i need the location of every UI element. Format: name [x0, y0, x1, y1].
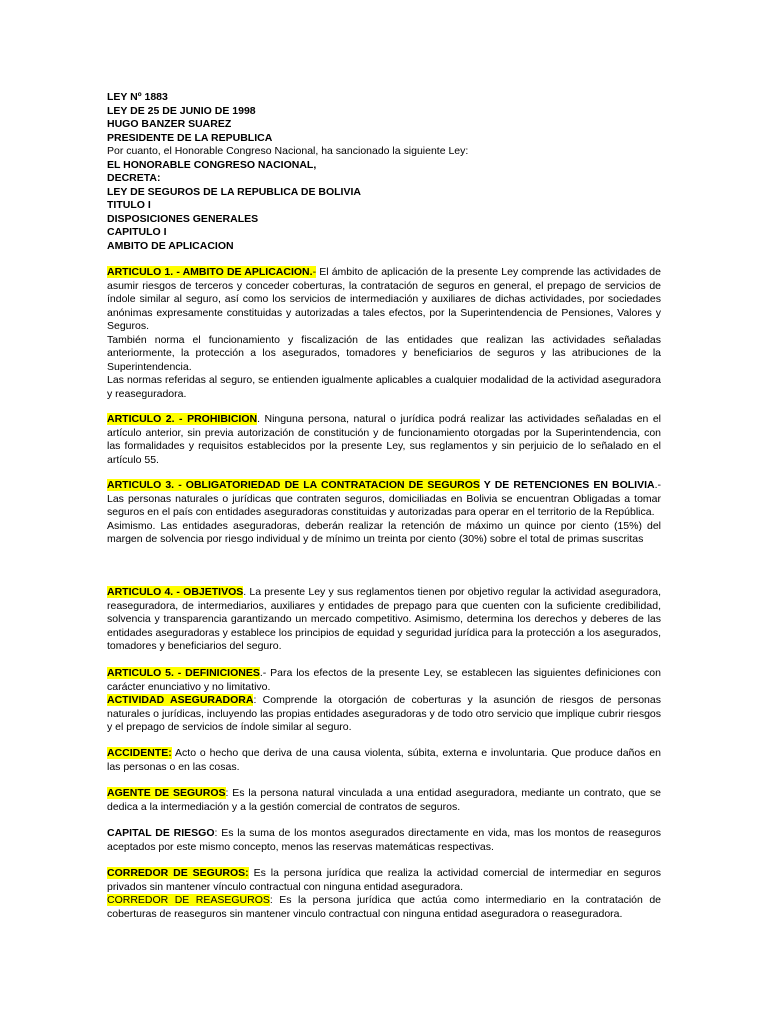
- scope-heading: AMBITO DE APLICACION: [107, 239, 234, 252]
- definition-corredor-seguros-body: Es la persona jurídica que realiza la actividad comercial de intermediar en seguros privados sin mantener vínculo contractual con ninguna entidad aseguradora.: [107, 867, 661, 893]
- president-title: PRESIDENTE DE LA REPUBLICA: [107, 131, 273, 144]
- title-heading: TITULO I: [107, 199, 151, 211]
- article-3-heading: ARTICULO 3. - OBLIGATORIEDAD DE LA CONTRATACION DE SEGUROS: [107, 479, 480, 491]
- article-3-body: .- Las personas naturales o jurídicas que contraten seguros, domiciliadas en Bolivia se encuentran Obligadas a tomar seguros en el país con entidades aseguradoras constituidas y autorizadas para operar en el territorio de la República.: [107, 479, 662, 518]
- law-title: LEY DE SEGUROS DE LA REPUBLICA DE BOLIVIA: [107, 185, 361, 198]
- article-4-heading: ARTICULO 4. - OBJETIVOS: [107, 586, 244, 598]
- president-name: HUGO BANZER SUAREZ: [107, 118, 232, 130]
- law-date: LEY DE 25 DE JUNIO DE 1998: [107, 104, 256, 117]
- article-1-heading: ARTICULO 1. - AMBITO DE APLICACION.: [107, 266, 313, 278]
- definition-accidente-body: Acto o hecho que deriva de una causa violenta, súbita, externa e involuntaria. Que produce daños en las personas o en las cosas.: [107, 747, 661, 773]
- definition-capital-body: : Es la suma de los montos asegurados directamente en vida, mas los montos de reaseguros aceptados por este mismo concepto, menos las reservas matemáticas respectivas.: [107, 827, 661, 853]
- article-2-heading: ARTICULO 2. - PROHIBICION: [107, 413, 258, 425]
- definition-capital-term: CAPITAL DE RIESGO: [107, 827, 215, 839]
- article-1-body: El ámbito de aplicación de la presente Ley comprende las actividades de asumir riesgos de terceros y conceder coberturas, la contratación de seguros en general, el prepago de servicios de índole similar al seguro, así como los servicios de intermediación y auxiliares de dichas actividades, por sociedades anónimas expresamente constituidas y autorizadas a tales efectos, por la Superintendencia de Pensiones, Valores y Seguros.: [107, 266, 661, 332]
- article-1-dash: -: [312, 266, 317, 278]
- definition-corredor-reaseguros-term: CORREDOR DE REASEGUROS: [107, 894, 270, 906]
- congress-heading: EL HONORABLE CONGRESO NACIONAL,: [107, 158, 317, 171]
- definition-accidente: [107, 747, 661, 774]
- definition-actividad-term: ACTIVIDAD ASEGURADORA: [107, 694, 254, 706]
- definition-actividad-body: : Comprende la otorgación de coberturas y la asunción de riesgos de personas naturales o jurídicas, incluyendo las propias entidades aseguradoras y de todo otro servicio que implique cubrir riesgos y el prepago de servicios de índole similar al seguro.: [107, 694, 661, 733]
- article-1: [107, 266, 661, 401]
- article-4-body: . La presente Ley y sus reglamentos tienen por objetivo regular la actividad aseguradora, reaseguradora, de intermediarios, auxiliares y entidades de prepago para que cuenten con la suficiente credibilidad, solvencia y transparencia garantizando un mercado competitivo. Asimismo, determina los derechos y deberes de las entidades aseguradoras y establece los principios de equidad y seguridad jurídica para la protección a los asegurados, tomadores y beneficiarios del seguro.: [107, 586, 661, 652]
- article-5-heading: ARTICULO 5. - DEFINICIONES: [107, 667, 260, 679]
- article-2: [107, 413, 661, 467]
- definition-corredor-reaseguros-body: : Es la persona jurídica que actúa como intermediario en la contratación de coberturas de reaseguros sin mantener vinculo contractual con ninguna entidad aseguradora o reaseguradora.: [107, 894, 661, 920]
- decree-heading: DECRETA:: [107, 172, 161, 184]
- definition-agente: [107, 787, 661, 814]
- definition-agente-term: AGENTE DE SEGUROS: [107, 787, 226, 799]
- definition-accidente-term: ACCIDENTE:: [107, 747, 172, 759]
- preamble: Por cuanto, el Honorable Congreso Nacional, ha sancionado la siguiente Ley:: [107, 145, 469, 157]
- article-3: [107, 479, 661, 547]
- definition-agente-body: : Es la persona natural vinculada a una entidad aseguradora, mediante un contrato, que se dedica a la intermediación y a la gestión comercial de contratos de seguros.: [107, 787, 662, 813]
- article-2-body: . Ninguna persona, natural o jurídica podrá realizar las actividades señaladas en el artículo anterior, sin previa autorización de constitución y de funcionamiento otorgadas por la Superintendencia, con las formalidades y requisitos establecidos por la presente Ley, sus reglamentos y sin perjuicio de lo señalado en el artículo 55.: [107, 413, 661, 466]
- general-provisions-heading: DISPOSICIONES GENERALES: [107, 212, 259, 225]
- chapter-heading: CAPITULO I: [107, 226, 167, 238]
- article-1-paragraph-2: También norma el funcionamiento y fiscalización de las entidades que realizan las actividades señaladas anteriormente, la protección a los asegurados, tomadores y beneficiarios de seguros y las atribuciones de la Superintendencia.: [107, 333, 661, 373]
- definition-corredores: [107, 867, 661, 921]
- article-4: [107, 586, 661, 654]
- article-5-body: .- Para los efectos de la presente Ley, se establecen las siguientes definiciones con carácter enunciativo y no limitativo.: [107, 667, 661, 693]
- definition-capital: [107, 827, 661, 854]
- law-number: LEY Nº 1883: [107, 91, 168, 103]
- article-5: [107, 667, 661, 735]
- definition-corredor-seguros-term: CORREDOR DE SEGUROS:: [107, 867, 249, 879]
- article-3-paragraph-2: Asimismo. Las entidades aseguradoras, deberán realizar la retención de máximo un quince por ciento (15%) del margen de solvencia por riesgo individual y de mínimo un treinta por ciento (30%) sobre el total de primas suscritas: [107, 519, 661, 545]
- article-3-heading-rest: Y DE RETENCIONES EN BOLIVIA: [479, 479, 655, 491]
- article-1-paragraph-3: Las normas referidas al seguro, se entienden igualmente aplicables a cualquier modalidad de la actividad aseguradora y reaseguradora.: [107, 374, 661, 400]
